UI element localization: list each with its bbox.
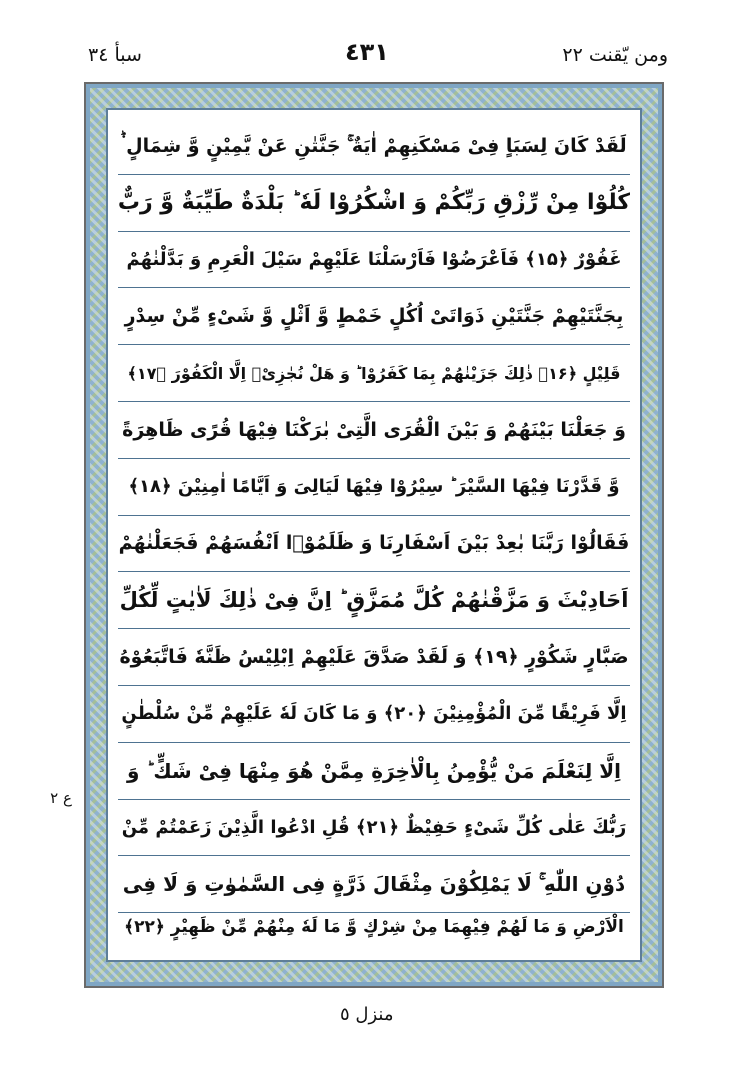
juz-name: ومن یّقنت ٢٢ — [562, 44, 668, 66]
verse-line: دُوْنِ اللّٰهِ ۚ لَا یَمْلِكُوْنَ مِثْقَالَ ذَرَّةٍ فِی السَّمٰوٰتِ وَ لَا فِی — [118, 856, 630, 913]
text-panel — [106, 108, 642, 962]
verse-line: وَ جَعَلْنَا بَیْنَهُمْ وَ بَیْنَ الْقُرَى الَّتِیْ بٰرَكْنَا فِیْهَا قُرًى ظَاهِرَةً — [118, 402, 630, 459]
verse-line: وَّ قَدَّرْنَا فِیْهَا السَّیْرَ ؕ سِیْرُوْا فِیْهَا لَیَالِیَ وَ اَیَّامًا اٰمِنِیْنَ ﴿۱۸﴾ — [118, 459, 630, 516]
verse-line: الْاَرْضِ وَ مَا لَهُمْ فِیْهِمَا مِنْ شِرْكٍ وَّ مَا لَهٗ مِنْهُمْ مِّنْ ظَهِیْرٍ ﴿۲۲﴾ — [124, 916, 624, 937]
manzil-label: منزل ٥ — [340, 1004, 394, 1025]
verse-line: كُلُوْا مِنْ رِّزْقِ رَبِّكُمْ وَ اشْكُرُوْا لَهٗ ؕ بَلْدَةٌ طَیِّبَةٌ وَّ رَبٌّ — [118, 175, 630, 232]
verse-line: فَقَالُوْا رَبَّنَا بٰعِدْ بَیْنَ اَسْفَارِنَا وَ ظَلَمُوْۤا اَنْفُسَهُمْ فَجَعَلْنٰهُمْ — [118, 516, 630, 573]
verse-line: لَقَدْ كَانَ لِسَبَاٍ فِیْ مَسْكَنِهِمْ اٰیَةٌ ۚ جَنَّتٰنِ عَنْ یَّمِیْنٍ وَّ شِمَالٍ ۬ؕ — [118, 118, 630, 175]
verse-line: اَحَادِیْثَ وَ مَزَّقْنٰهُمْ كُلَّ مُمَزَّقٍ ؕ اِنَّ فِیْ ذٰلِكَ لَاٰیٰتٍ لِّكُلِّ — [118, 572, 630, 629]
page-number: ٤٣١ — [345, 38, 389, 66]
decorative-border-frame — [84, 82, 664, 988]
verse-line: اِلَّا فَرِیْقًا مِّنَ الْمُؤْمِنِیْنَ ﴿۲۰﴾ وَ مَا كَانَ لَهٗ عَلَیْهِمْ مِّنْ سُلْطٰنٍ — [118, 686, 630, 743]
surah-name: سبأ ٣٤ — [88, 44, 142, 66]
verse-line: رَبُّكَ عَلٰى كُلِّ شَیْءٍ حَفِیْظٌ ﴿۲۱﴾ قُلِ ادْعُوا الَّذِیْنَ زَعَمْتُمْ مِّنْ — [118, 800, 630, 857]
verse-line: قَلِیْلٍ ﴿۱۶﴾ ذٰلِكَ جَزَیْنٰهُمْ بِمَا كَفَرُوْا ؕ وَ هَلْ نُجٰزِیْۤ اِلَّا الْكَفُوْرَ ﴿۱۷﴾ — [118, 345, 630, 402]
verse-line: بِجَنَّتَیْهِمْ جَنَّتَیْنِ ذَوَاتَیْ اُكُلٍ خَمْطٍ وَّ اَثْلٍ وَّ شَیْءٍ مِّنْ سِدْرٍ — [118, 288, 630, 345]
verse-line: غَفُوْرٌ ﴿۱۵﴾ فَاَعْرَضُوْا فَاَرْسَلْنَا عَلَیْهِمْ سَیْلَ الْعَرِمِ وَ بَدَّلْنٰهُمْ — [118, 232, 630, 289]
verse-line: اِلَّا لِنَعْلَمَ مَنْ یُّؤْمِنُ بِالْاٰخِرَةِ مِمَّنْ هُوَ مِنْهَا فِیْ شَكٍّ ؕ وَ — [118, 743, 630, 800]
verse-line: صَبَّارٍ شَكُوْرٍ ﴿۱۹﴾ وَ لَقَدْ صَدَّقَ عَلَیْهِمْ اِبْلِیْسُ ظَنَّهٗ فَاتَّبَعُوْهُ — [118, 629, 630, 686]
page-header — [0, 0, 750, 80]
ruku-marker: ع ٢ — [50, 789, 72, 807]
